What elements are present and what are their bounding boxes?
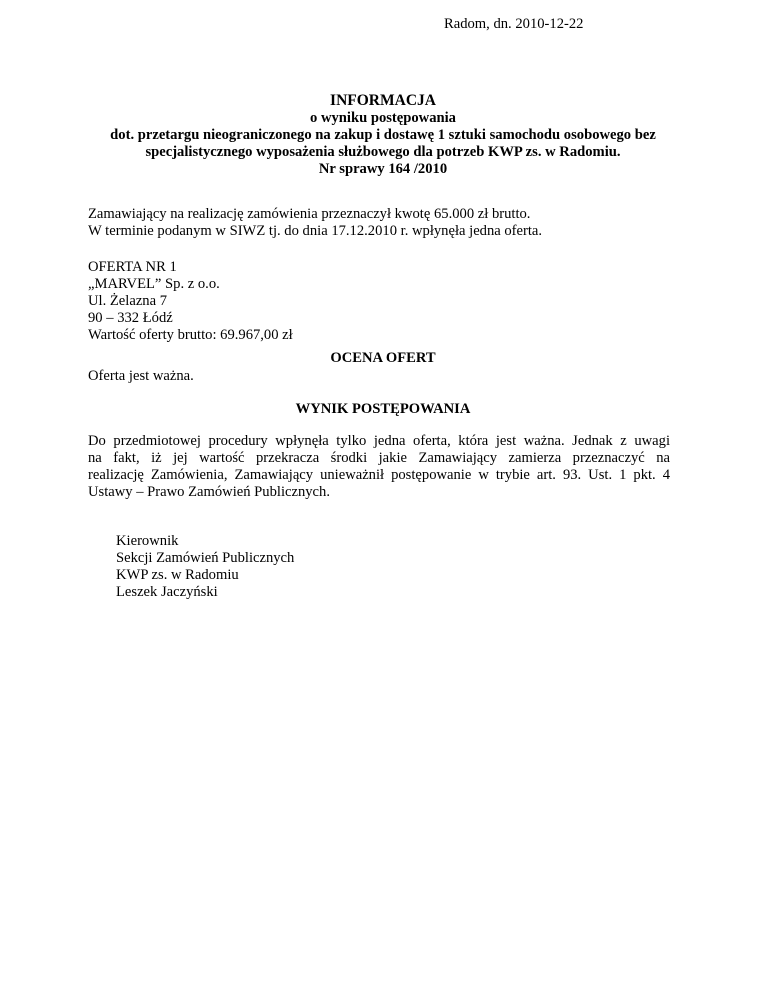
offer-street: Ul. Żelazna 7 [88,293,168,309]
signature-name: Leszek Jaczyński [116,584,218,600]
evaluation-heading: OCENA OFERT [330,350,436,366]
offers-received-statement: W terminie podanym w SIWZ tj. do dnia 17.12.2010 r. wpłynęła jedna oferta. [88,223,543,239]
result-heading: WYNIK POSTĘPOWANIA [295,401,471,417]
result-line-3: realizację Zamówienia, Zamawiający unieważnił postępowanie w trybie art. 93. Ust. 1 pkt. 4 [88,467,670,483]
document-subtitle: o wyniku postępowania [310,110,456,126]
offer-number: OFERTA NR 1 [88,259,177,275]
offer-city: 90 – 332 Łódź [88,310,173,326]
place-date: Radom, dn. 2010-12-22 [444,16,584,32]
result-line-2: na fakt, iż jej wartość przekracza środki jakie Zamawiający zamierza przeznaczyć na [88,450,670,466]
document-title-block [60,91,706,178]
offer-company: „MARVEL” Sp. z o.o. [88,276,220,292]
subject-line-1: dot. przetargu nieograniczonego na zakup i dostawę 1 sztuki samochodu osobowego bez [110,127,656,143]
case-number: Nr sprawy 164 /2010 [318,161,448,177]
subject-line-2: specjalistycznego wyposażenia służbowego dla potrzeb KWP zs. w Radomiu. [145,144,621,160]
budget-statement: Zamawiający na realizację zamówienia przeznaczył kwotę 65.000 zł brutto. [88,206,531,222]
offer-value: Wartość oferty brutto: 69.967,00 zł [88,327,293,343]
result-line-1: Do przedmiotowej procedury wpłynęła tylko jedna oferta, która jest ważna. Jednak z uwagi [88,433,670,449]
signature-unit: KWP zs. w Radomiu [116,567,239,583]
offer-block [88,259,293,344]
result-paragraph [88,433,670,501]
signature-title: Kierownik [116,533,179,549]
result-line-4: Ustawy – Prawo Zamówień Publicznych. [88,484,330,500]
intro-paragraph [88,206,542,240]
signature-block [116,533,294,601]
evaluation-text: Oferta jest ważna. [88,368,194,384]
signature-section: Sekcji Zamówień Publicznych [116,550,295,566]
document-title: INFORMACJA [330,92,436,109]
